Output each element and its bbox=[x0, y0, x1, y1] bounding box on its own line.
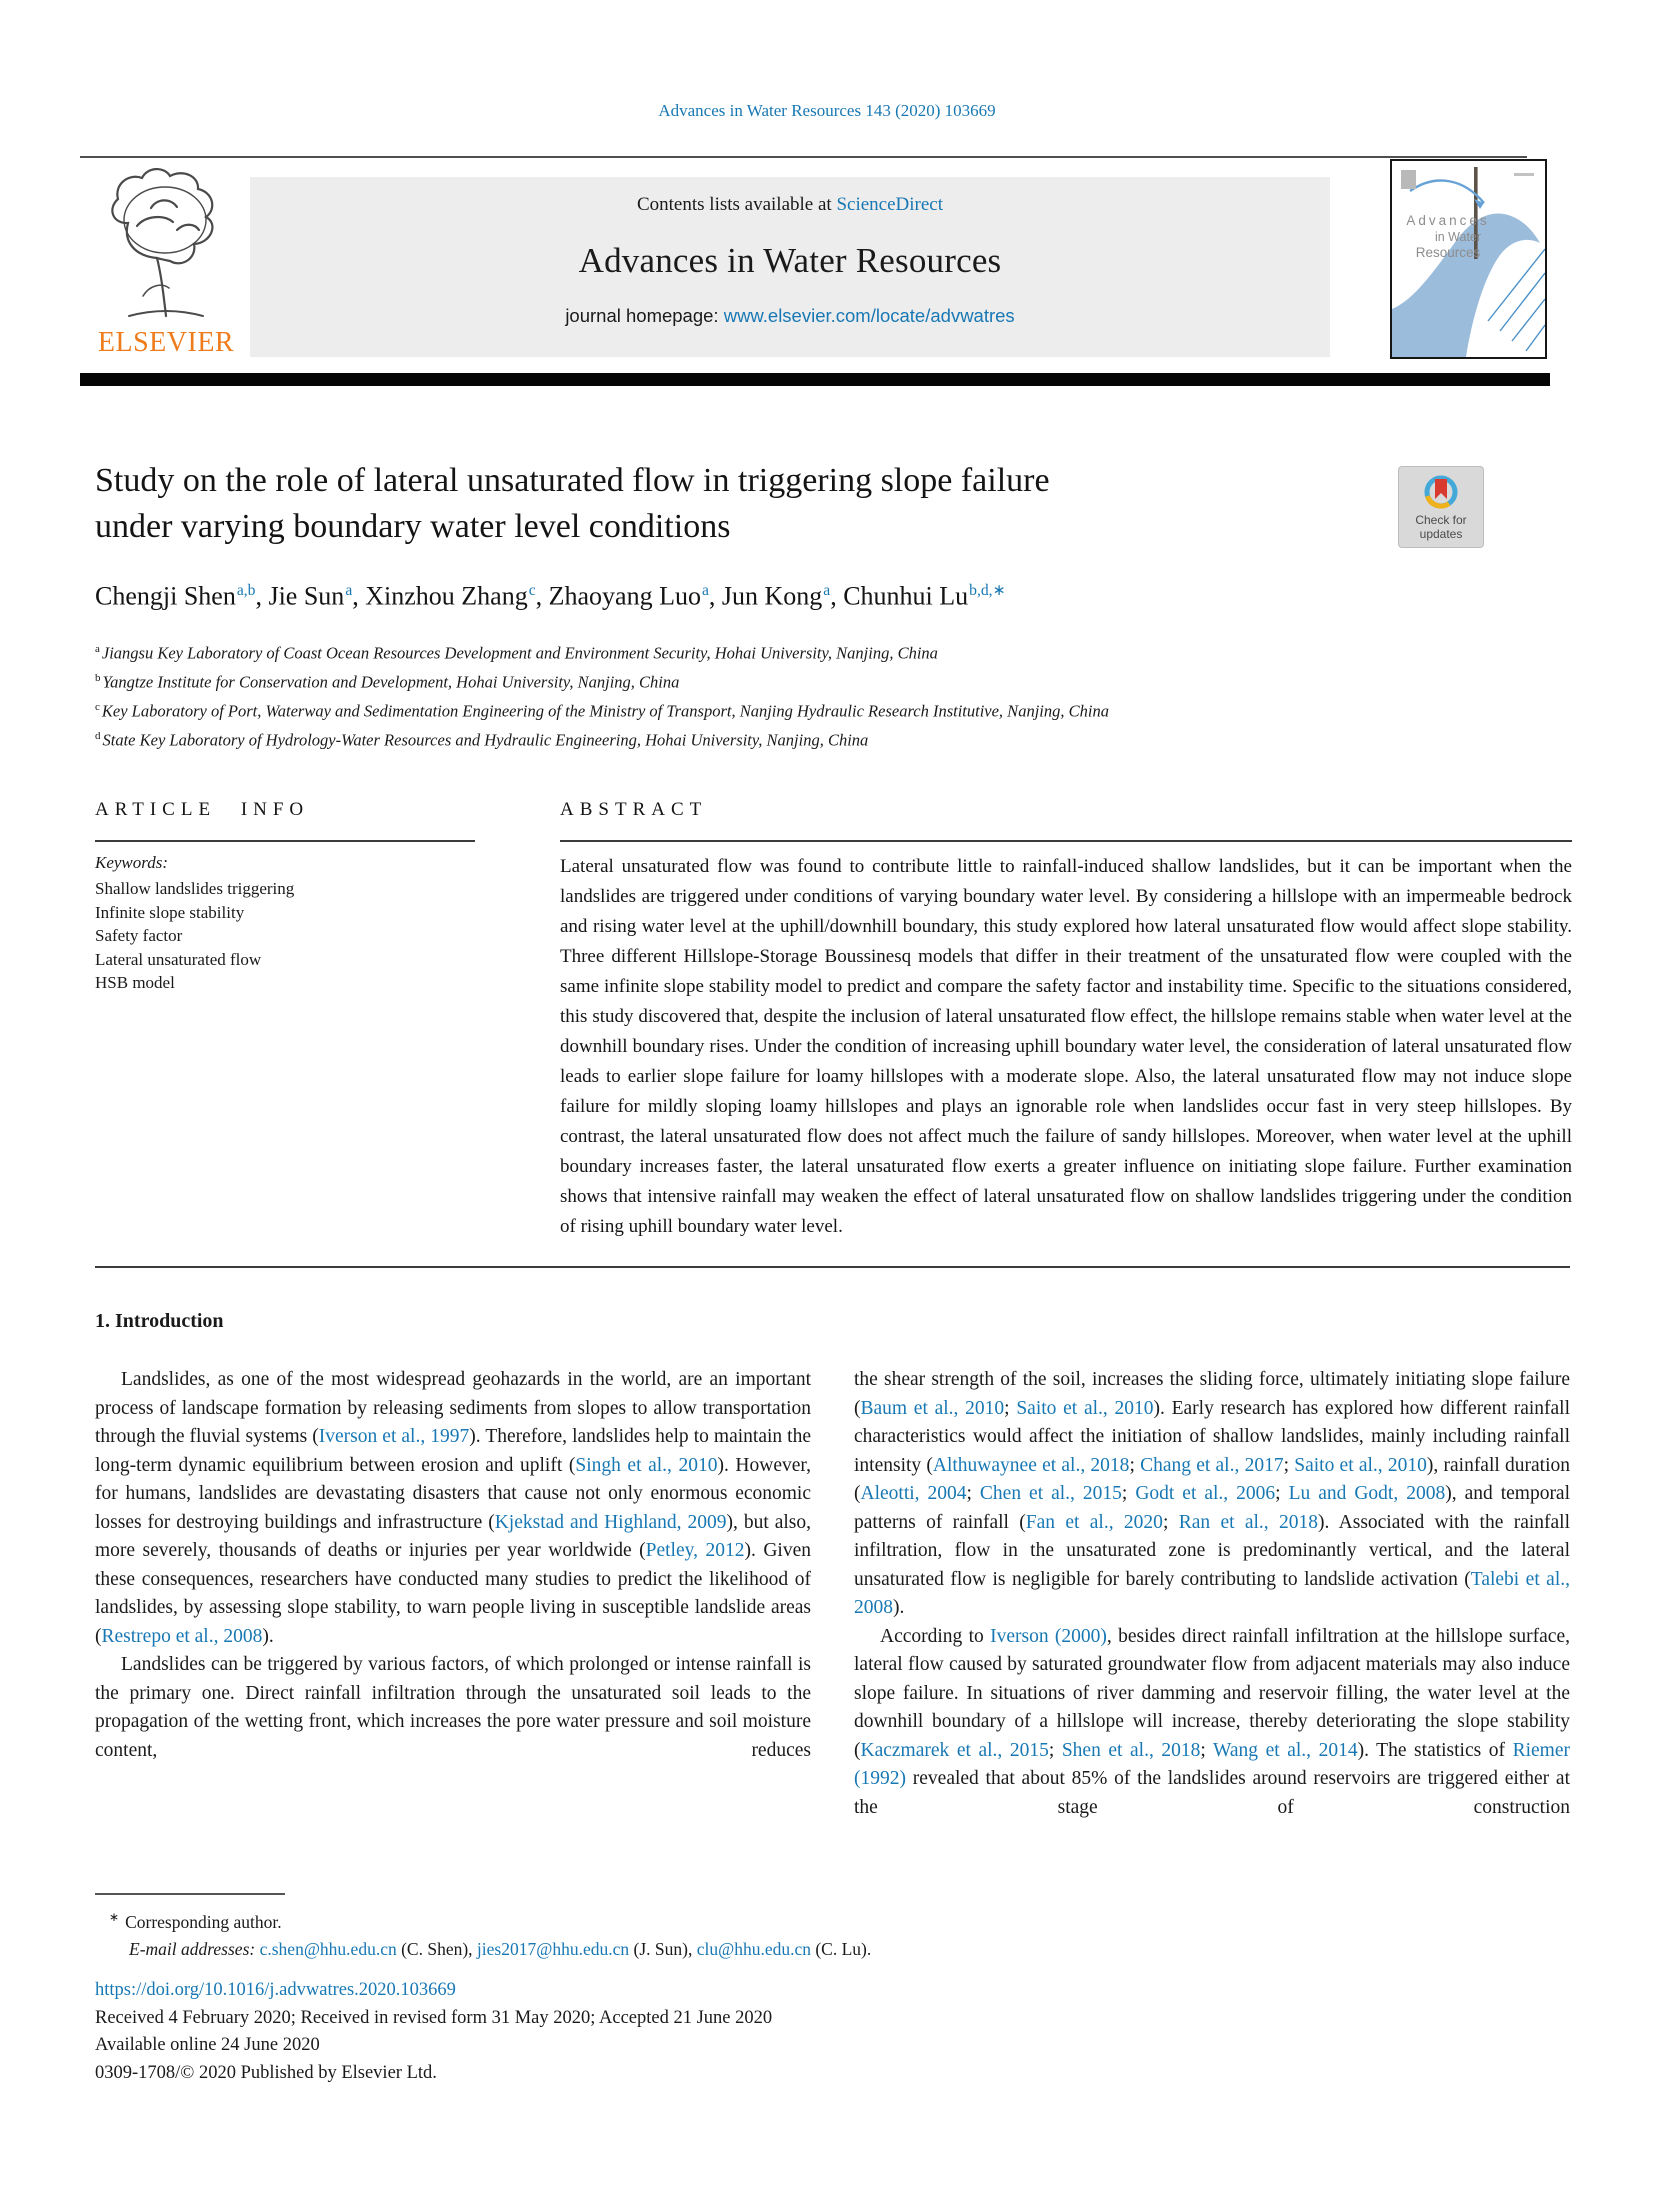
text-link[interactable]: ScienceDirect bbox=[836, 194, 944, 215]
doi-link[interactable]: https://doi.org/10.1016/j.advwatres.2020.103669 bbox=[95, 1980, 456, 2000]
article-info-heading: ARTICLE INFO bbox=[95, 799, 310, 820]
text-link[interactable]: Saito et al., 2010 bbox=[1016, 1397, 1154, 1419]
available-online-line: Available online 24 June 2020 bbox=[95, 2035, 320, 2055]
text-link[interactable]: Riemer (1992) bbox=[854, 1739, 1570, 1789]
abstract-heading: ABSTRACT bbox=[560, 799, 708, 820]
header-divider-bar bbox=[80, 373, 1550, 386]
header-top-rule bbox=[80, 156, 1527, 158]
section-divider-rule bbox=[95, 1266, 1570, 1268]
text-link[interactable]: Althuwaynee et al., 2018 bbox=[932, 1454, 1130, 1476]
keywords-list bbox=[95, 877, 475, 995]
article-title-line1: Study on the role of lateral unsaturated flow in triggering slope failure bbox=[95, 462, 1050, 499]
text-link[interactable]: Lu and Godt, 2008 bbox=[1288, 1483, 1446, 1504]
text-link[interactable]: Iverson (2000) bbox=[990, 1625, 1107, 1647]
check-for-updates-badge[interactable] bbox=[1398, 466, 1484, 548]
text-link[interactable]: c.shen@hhu.edu.cn bbox=[259, 1938, 397, 1959]
text-link[interactable]: Fan et al., 2020 bbox=[1025, 1511, 1163, 1533]
text-link[interactable]: Chen et al., 2015 bbox=[979, 1483, 1122, 1504]
abstract-rule bbox=[560, 840, 1572, 842]
text-link[interactable]: Aleotti, 2004 bbox=[860, 1483, 967, 1504]
text-link[interactable]: Restrepo et al., 2008 bbox=[101, 1625, 263, 1647]
text-link[interactable]: Shen et al., 2018 bbox=[1061, 1739, 1201, 1761]
footnote-rule bbox=[95, 1893, 285, 1895]
footnote-block bbox=[95, 1904, 1495, 1963]
svg-text:Advances: Advances bbox=[1406, 213, 1490, 228]
check-updates-icon bbox=[1399, 467, 1483, 547]
text-link[interactable]: www.elsevier.com/locate/advwatres bbox=[723, 305, 1015, 326]
text-link[interactable]: Kjekstad and Highland, 2009 bbox=[494, 1511, 727, 1533]
text-link[interactable]: Talebi et al., 2008 bbox=[854, 1568, 1571, 1618]
affiliation-item: $^a$ Jiangsu Key Laboratory of Coast Ocean Resources Development and Environment Security, Hohai University, Nanjing, China bbox=[95, 643, 938, 663]
affiliation-item: $^b$ Yangtze Institute for Conservation and Development, Hohai University, Nanjing, China bbox=[95, 672, 680, 692]
text-link[interactable]: Chang et al., 2017 bbox=[1140, 1454, 1284, 1476]
journal-reference: Advances in Water Resources 143 (2020) 103669 bbox=[658, 101, 996, 120]
svg-text:updates: updates bbox=[1419, 527, 1463, 541]
text-link[interactable]: Iverson et al., 1997 bbox=[318, 1426, 470, 1447]
issn-copyright-line: 0309-1708/© 2020 Published by Elsevier Ltd. bbox=[95, 2062, 437, 2083]
elsevier-wordmark: ELSEVIER bbox=[97, 327, 235, 358]
text-link[interactable]: Saito et al., 2010 bbox=[1294, 1454, 1427, 1476]
text-link[interactable]: clu@hhu.edu.cn bbox=[696, 1938, 811, 1959]
text-link[interactable]: Singh et al., 2010 bbox=[575, 1454, 718, 1476]
journal-title: Advances in Water Resources bbox=[578, 241, 1002, 280]
text-link[interactable]: Godt et al., 2006 bbox=[1135, 1483, 1276, 1504]
svg-text:Resources: Resources bbox=[1415, 245, 1481, 260]
article-title bbox=[95, 458, 1325, 550]
text-link[interactable]: Petley, 2012 bbox=[645, 1540, 745, 1561]
keyword-item: Safety factor bbox=[95, 926, 183, 945]
introduction-heading: 1. Introduction bbox=[95, 1310, 224, 1332]
elsevier-tree-icon bbox=[91, 168, 241, 320]
journal-homepage-line: journal homepage: www.elsevier.com/locate/advwatres bbox=[565, 305, 1015, 326]
keywords-label: Keywords: bbox=[95, 853, 169, 872]
intro-paragraph: the shear strength of the soil, increases the sliding force, ultimately initiating slope failure (Baum et al., 2010; Saito et al., 2010). Early research has explored how different rainfall characteristics would affect the initiation of shallow landslides, mainly including rainfall intensity (Althuwaynee et al., 2018; Chang et al., 2017; Saito et al., 2010), rainfall duration (Aleotti, 2004; Chen et al., 2015; Godt et al., 2006; Lu and Godt, 2008), and temporal patterns of rainfall (Fan et al., 2020; Ran et al., 2018). Associated with the rainfall infiltration, flow in the unsaturated zone is predominantly vertical, and the lateral unsaturated flow is negligible for barely contributing to landslide activation (Talebi et al., 2008). bbox=[854, 1369, 1571, 1618]
contents-availability-line: Contents lists available at ScienceDirect bbox=[636, 194, 944, 215]
elsevier-logo bbox=[88, 168, 244, 360]
text-link[interactable]: Wang et al., 2014 bbox=[1213, 1739, 1358, 1761]
intro-right-column bbox=[854, 1366, 1570, 1822]
svg-text:in Water: in Water bbox=[1434, 230, 1482, 244]
intro-paragraph: Landslides, as one of the most widespread geohazards in the world, are an important process of landscape formation by releasing sediments from slopes to allow transportation through the fluvial systems (Iverson et al., 1997). Therefore, landslides help to maintain the long-term dynamic equilibrium between erosion and uplift (Singh et al., 2010). However, for humans, landslides are devastating disasters that cause not only enormous economic losses for destroying buildings and infrastructure (Kjekstad and Highland, 2009), but also, more severely, thousands of deaths or injuries per year worldwide (Petley, 2012). Given these consequences, researchers have conducted many studies to predict the likelihood of landslides, by assessing slope stability, to warn people living in susceptible landslide areas (Restrepo et al., 2008). bbox=[95, 1369, 812, 1647]
journal-header-banner bbox=[250, 177, 1330, 357]
abstract-text: Lateral unsaturated flow was found to contribute little to rainfall-induced shallow landslides, but it can be important when the landslides are triggered under conditions of varying boundary water level. By considering a hillslope with an impermeable bedrock and rising water level at the uphill/downhill boundary, this study explored how lateral unsaturated flow would affect slope stability. Three different Hillslope-Storage Boussinesq models that differ in their treatment of the unsaturated flow were coupled with the same infinite slope stability model to predict and compare the safety factor and instability time. Specific to the situations considered, this study discovered that, despite the inclusion of lateral unsaturated flow effect, the hillslope remains stable when water level at the downhill boundary rises. Under the condition of increasing uphill boundary water level, the consideration of lateral unsaturated flow leads to earlier slope failure for loamy hillslopes with a moderate slope. Also, the lateral unsaturated flow may not induce slope failure for mildly sloping loamy hillslopes and plays an ignorable role when landslides occur fast in very steep hillslopes. By contrast, the lateral unsaturated flow does not affect much the failure of sandy hillslopes. Moreover, when water level at the uphill boundary increases faster, the lateral unsaturated flow exerts a greater influence on initiating slope failure. Further examination shows that intensive rainfall may weaken the effect of lateral unsaturated flow on shallow landslides triggering under the condition of rising uphill boundary water level. bbox=[560, 856, 1572, 1237]
email-addresses-line: E-mail addresses: c.shen@hhu.edu.cn (C. Shen), jies2017@hhu.edu.cn (J. Sun), clu@hhu.edu.cn (C. Lu). bbox=[129, 1938, 872, 1959]
corresponding-author-note: ∗ Corresponding author. bbox=[109, 1910, 282, 1932]
article-info-rule bbox=[95, 840, 475, 842]
keyword-item: HSB model bbox=[95, 973, 175, 992]
text-link[interactable]: Baum et al., 2010 bbox=[860, 1397, 1005, 1419]
text-link[interactable]: Ran et al., 2018 bbox=[1178, 1511, 1319, 1533]
svg-text:Check for: Check for bbox=[1415, 513, 1467, 527]
journal-cover-thumbnail[interactable] bbox=[1390, 159, 1547, 359]
intro-paragraph: Landslides can be triggered by various factors, of which prolonged or intense rainfall is the primary one. Direct rainfall infiltration through the unsaturated soil leads to the propagation of the wetting front, which increases the pore water pressure and soil moisture content, reduces bbox=[95, 1654, 811, 1761]
text-link[interactable]: Kaczmarek et al., 2015 bbox=[860, 1739, 1049, 1761]
affiliation-item: $^c$ Key Laboratory of Port, Waterway and Sedimentation Engineering of the Ministry of Transport, Nanjing Hydraulic Research Institutive, Nanjing, China bbox=[95, 701, 1109, 721]
footnote-marker: ∗ bbox=[109, 1910, 120, 1924]
affiliation-item: $^d$ State Key Laboratory of Hydrology-Water Resources and Hydraulic Engineering, Hohai University, Nanjing, China bbox=[95, 730, 869, 750]
received-dates-line: Received 4 February 2020; Received in revised form 31 May 2020; Accepted 21 June 2020 bbox=[95, 2007, 773, 2028]
intro-paragraph: According to Iverson (2000), besides direct rainfall infiltration at the hillslope surface, lateral flow caused by saturated groundwater flow from adjacent materials may also induce slope failure. In situations of river damming and reservoir filling, the water level at the downhill boundary of a hillslope will increase, thereby deteriorating the slope stability (Kaczmarek et al., 2015; Shen et al., 2018; Wang et al., 2014). The statistics of Riemer (1992) revealed that about 85% of the landslides around reservoirs are triggered either at the stage of construction bbox=[854, 1625, 1570, 1818]
text-link[interactable]: jies2017@hhu.edu.cn bbox=[476, 1938, 630, 1959]
affiliations bbox=[95, 637, 1495, 753]
keyword-item: Shallow landslides triggering bbox=[95, 879, 295, 898]
author-list: Chengji Shen$^{a,b}$, Jie Sun$^a$, Xinzhou Zhang$^c$, Zhaoyang Luo$^a$, Jun Kong$^a$, Chunhui $Lu^{b,d,∗}$ bbox=[95, 581, 1006, 611]
article-title-line2: under varying boundary water level conditions bbox=[95, 508, 731, 545]
keyword-item: Infinite slope stability bbox=[95, 902, 245, 922]
footer-block bbox=[95, 1977, 1495, 2087]
journal-cover-art-icon bbox=[1392, 161, 1545, 357]
intro-left-column bbox=[95, 1366, 811, 1765]
keyword-item: Lateral unsaturated flow bbox=[95, 949, 262, 969]
